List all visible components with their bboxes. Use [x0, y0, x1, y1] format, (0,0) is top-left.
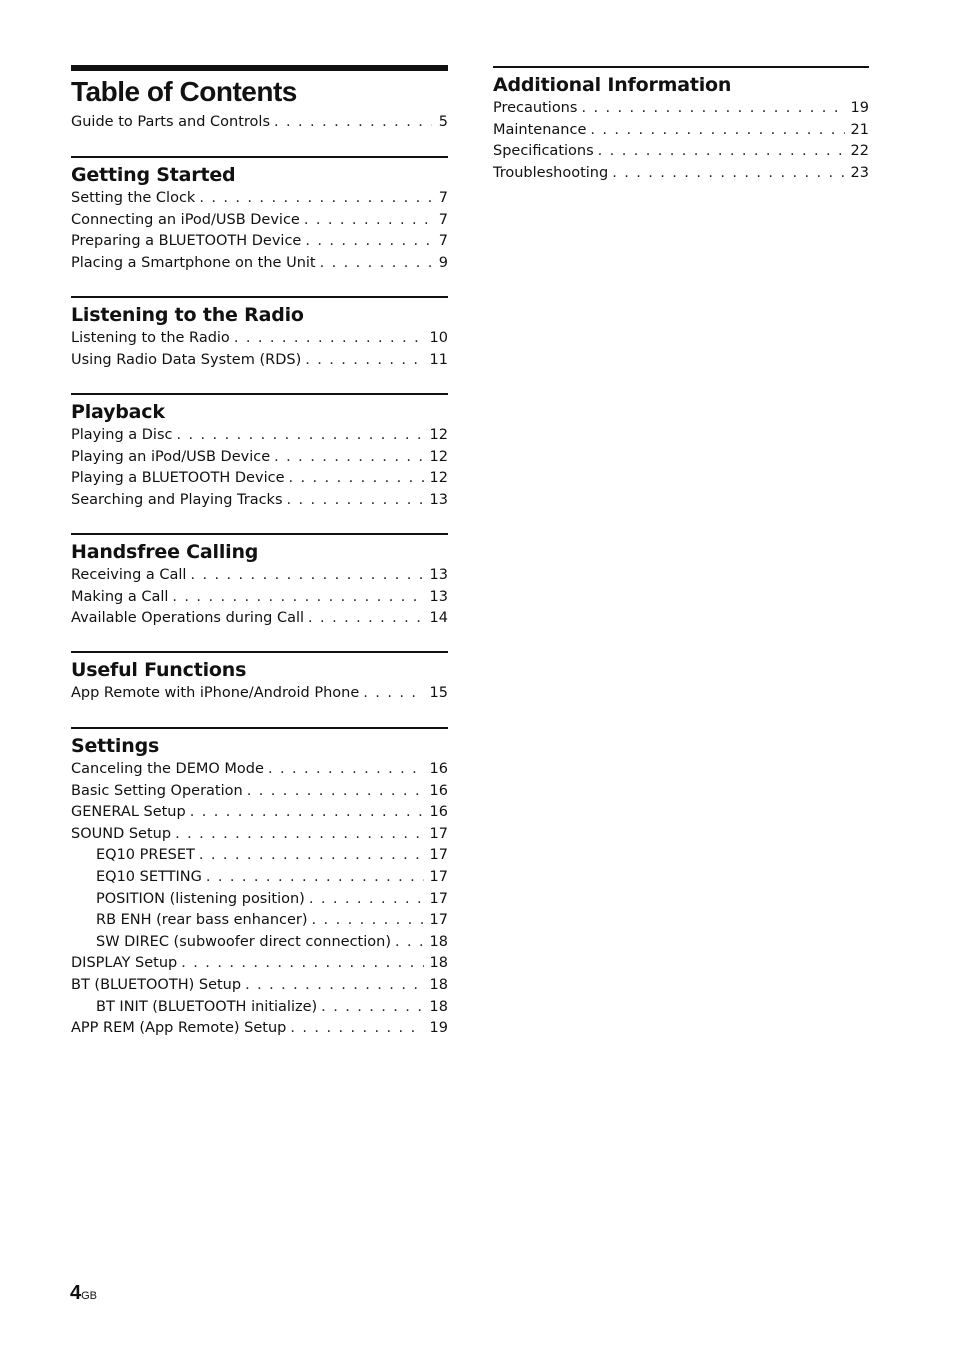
section-entries — [71, 188, 448, 274]
toc-entry[interactable] — [71, 231, 448, 253]
dot-leader — [190, 802, 424, 824]
entry-label: Preparing a BLUETOOTH Device — [71, 233, 302, 250]
entry-label: SOUND Setup — [71, 825, 172, 842]
entry-page: 16 — [429, 804, 448, 821]
dot-leader — [181, 953, 423, 975]
toc-entry[interactable] — [71, 1018, 448, 1040]
entry-label: Receiving a Call — [71, 567, 187, 583]
entry-label: Playing a BLUETOOTH Device — [71, 470, 285, 487]
dot-leader — [305, 350, 423, 372]
section-heading: Playback — [71, 401, 165, 423]
intro-section — [71, 112, 448, 134]
entry-label: EQ10 SETTING — [96, 868, 202, 885]
entry-page: 16 — [429, 761, 448, 777]
entry-page: 21 — [850, 121, 869, 138]
dot-leader — [289, 468, 424, 490]
entry-page: 10 — [429, 330, 448, 346]
toc-entry[interactable] — [71, 781, 448, 803]
entry-label: App Remote with iPhone/Android Phone — [71, 685, 360, 701]
toc-entry[interactable] — [71, 490, 448, 512]
section-playback — [71, 393, 448, 511]
section-heading: Listening to the Radio — [71, 304, 304, 326]
entry-label: Specifications — [493, 143, 594, 160]
entry-label: EQ10 PRESET — [96, 847, 195, 864]
entry-page: 18 — [429, 998, 448, 1015]
dot-leader — [590, 120, 844, 142]
section-listening-radio — [71, 296, 448, 371]
dot-leader — [395, 932, 424, 954]
entry-label: BT INIT (BLUETOOTH initialize) — [96, 998, 318, 1015]
section-handsfree-calling — [71, 533, 448, 630]
dot-leader — [287, 490, 424, 512]
section-getting-started — [71, 156, 448, 274]
dot-leader — [308, 608, 424, 630]
entry-page: 13 — [429, 588, 448, 605]
dot-leader — [175, 824, 423, 846]
entry-page: 22 — [850, 143, 869, 160]
section-heading: Handsfree Calling — [71, 541, 259, 563]
entry-page: 12 — [429, 448, 448, 465]
section-heading: Getting Started — [71, 164, 236, 186]
dot-leader — [321, 997, 423, 1019]
toc-subentry[interactable] — [71, 910, 448, 932]
section-entries — [71, 683, 448, 705]
entry-label: Playing an iPod/USB Device — [71, 448, 271, 465]
entry-page: 7 — [438, 233, 448, 250]
dot-leader — [363, 683, 423, 705]
dot-leader — [177, 425, 424, 447]
entry-label: DISPLAY Setup — [71, 955, 178, 972]
entry-label: APP REM (App Remote) Setup — [71, 1020, 287, 1037]
dot-leader — [309, 889, 424, 911]
toc-entry[interactable] — [71, 824, 448, 846]
entry-page: 19 — [850, 100, 869, 116]
toc-subentry[interactable] — [71, 997, 448, 1019]
dot-leader — [190, 565, 423, 587]
entry-page: 17 — [429, 890, 448, 907]
entry-label: Placing a Smartphone on the Unit — [71, 254, 316, 271]
entry-page: 17 — [429, 912, 448, 929]
entry-page: 15 — [429, 685, 448, 701]
section-entries — [493, 98, 869, 184]
toc-entry[interactable] — [71, 328, 448, 350]
entry-label: Guide to Parts and Controls — [71, 114, 270, 130]
entry-label: Basic Setting Operation — [71, 782, 243, 799]
toc-entry[interactable] — [493, 163, 869, 185]
section-heading: Useful Functions — [71, 659, 247, 681]
dot-leader — [234, 328, 424, 350]
entry-page: 11 — [429, 351, 448, 368]
entry-page: 19 — [429, 1020, 448, 1037]
section-heading: Settings — [71, 735, 160, 757]
entry-label: RB ENH (rear bass enhancer) — [96, 912, 308, 929]
page-number-suffix: GB — [81, 1290, 98, 1302]
dot-leader — [247, 781, 424, 803]
section-heading: Additional Information — [493, 74, 732, 96]
entry-page: 18 — [429, 933, 448, 950]
toc-entry[interactable] — [71, 608, 448, 630]
entry-page: 12 — [429, 470, 448, 487]
entry-page: 16 — [429, 782, 448, 799]
toc-entry[interactable] — [71, 975, 448, 997]
entry-page: 17 — [429, 847, 448, 864]
entry-page: 18 — [429, 976, 448, 993]
entry-page: 7 — [438, 190, 448, 206]
toc-subentry[interactable] — [71, 889, 448, 911]
entry-page: 17 — [429, 868, 448, 885]
toc-entry[interactable] — [71, 759, 448, 781]
toc-entry[interactable] — [71, 210, 448, 232]
entry-page: 13 — [429, 567, 448, 583]
entry-page: 5 — [438, 114, 448, 130]
toc-entry[interactable] — [71, 447, 448, 469]
entry-label: Precautions — [493, 100, 578, 116]
entry-label: Listening to the Radio — [71, 330, 230, 346]
toc-entry[interactable] — [71, 112, 448, 134]
toc-entry[interactable] — [71, 350, 448, 372]
section-additional-information — [493, 66, 869, 184]
entry-page: 9 — [438, 254, 448, 271]
dot-leader — [304, 210, 432, 232]
entry-label: GENERAL Setup — [71, 804, 186, 821]
toc-entry[interactable] — [71, 802, 448, 824]
entry-label: Playing a Disc — [71, 427, 173, 443]
entry-label: Setting the Clock — [71, 190, 196, 206]
toc-entry[interactable] — [71, 425, 448, 447]
page-title: Table of Contents — [71, 76, 297, 107]
entry-label: Using Radio Data System (RDS) — [71, 351, 302, 368]
entry-label: Maintenance — [493, 121, 587, 138]
entry-page: 12 — [429, 427, 448, 443]
page-footer — [70, 1282, 97, 1305]
entry-page: 13 — [429, 491, 448, 508]
dot-leader — [274, 447, 423, 469]
dot-leader — [172, 587, 423, 609]
toc-entry[interactable] — [71, 188, 448, 210]
section-useful-functions — [71, 651, 448, 705]
toc-entry[interactable] — [71, 683, 448, 705]
entry-label: Searching and Playing Tracks — [71, 491, 283, 508]
dot-leader — [581, 98, 844, 120]
entry-label: Making a Call — [71, 588, 169, 605]
entry-label: Available Operations during Call — [71, 610, 305, 627]
page-number: 4 — [70, 1282, 82, 1304]
toc-subentry[interactable] — [71, 867, 448, 889]
toc-entry[interactable] — [71, 953, 448, 975]
toc-entry[interactable] — [493, 98, 869, 120]
dot-leader — [245, 975, 423, 997]
toc-title-block — [71, 65, 448, 109]
section-entries — [71, 328, 448, 371]
entry-page: 23 — [850, 164, 869, 181]
dot-leader — [199, 188, 432, 210]
entry-label: Canceling the DEMO Mode — [71, 761, 264, 777]
dot-leader — [598, 141, 845, 163]
toc-entry[interactable] — [71, 587, 448, 609]
dot-leader — [268, 759, 424, 781]
toc-entry[interactable] — [71, 565, 448, 587]
section-entries — [71, 565, 448, 630]
entry-label: Connecting an iPod/USB Device — [71, 211, 300, 228]
entry-page: 18 — [429, 955, 448, 972]
dot-leader — [274, 112, 432, 134]
toc-entry[interactable] — [493, 120, 869, 142]
toc-subentry[interactable] — [71, 932, 448, 954]
entry-label: POSITION (listening position) — [96, 890, 305, 907]
intro-entries — [71, 112, 448, 134]
entry-label: BT (BLUETOOTH) Setup — [71, 976, 242, 993]
entry-label: SW DIREC (subwoofer direct connection) — [96, 933, 391, 950]
toc-entry[interactable] — [493, 141, 869, 163]
entry-page: 17 — [429, 825, 448, 842]
toc-entry[interactable] — [71, 253, 448, 275]
section-entries — [71, 759, 448, 1040]
dot-leader — [612, 163, 844, 185]
toc-subentry[interactable] — [71, 845, 448, 867]
toc-entry[interactable] — [71, 468, 448, 490]
section-settings — [71, 727, 448, 1040]
dot-leader — [199, 845, 424, 867]
dot-leader — [320, 253, 432, 275]
section-entries — [71, 425, 448, 511]
entry-label: Troubleshooting — [493, 164, 609, 181]
dot-leader — [305, 231, 432, 253]
entry-page: 14 — [429, 610, 448, 627]
dot-leader — [312, 910, 424, 932]
entry-page: 7 — [438, 211, 448, 228]
dot-leader — [290, 1018, 423, 1040]
dot-leader — [206, 867, 424, 889]
